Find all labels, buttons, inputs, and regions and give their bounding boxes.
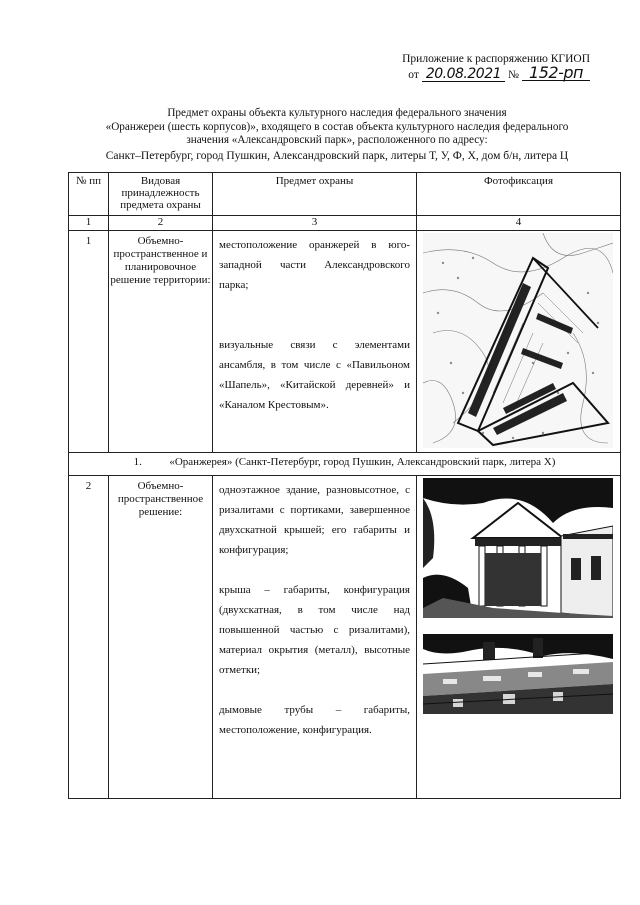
handwritten-number: 152-рп bbox=[522, 66, 590, 81]
title-line-3: значения «Александровский парк», расположенного по адресу: bbox=[186, 134, 488, 146]
protection-subject bbox=[213, 476, 417, 799]
protection-subject bbox=[213, 231, 417, 453]
section-title: «Оранжерея» (Санкт-Петербург, город Пушкин, Александровский парк, литера Х) bbox=[169, 456, 556, 468]
protection-kind: Объемно-пространственное решение: bbox=[109, 476, 213, 799]
title-line-2: «Оранжереи (шесть корпусов)», входящего в состав объекта культурного наследия федерального bbox=[105, 120, 569, 133]
subject-visual-links: визуальные связи с элементами ансамбля, в том числе с «Павильоном «Шапель», «Китайской деревней» и «Каналом Крестовым». bbox=[219, 339, 410, 411]
col-number-3: 3 bbox=[213, 216, 417, 231]
subject-roof: крыша – габариты, конфигурация (двухскатная, в том числе над повышенной частью с ризалитами), материал окрытия (металл), высотные отметки; bbox=[219, 584, 410, 676]
protection-table bbox=[68, 172, 621, 799]
building-facade-photo bbox=[423, 478, 613, 618]
col-number-2: 2 bbox=[109, 216, 213, 231]
subject-chimneys: дымовые трубы – габариты, местоположение, конфигурация. bbox=[219, 704, 410, 736]
title-line-1: Предмет охраны объекта культурного наследия федерального значения bbox=[167, 107, 507, 119]
subject-building: одноэтажное здание, разновысотное, с ризалитами с портиками, завершенное двухскатной крышей; его габариты и конфигурация; bbox=[219, 484, 410, 556]
row-number: 2 bbox=[69, 476, 109, 799]
header-kind: Видовая принадлежность предмета охраны bbox=[109, 173, 213, 216]
section-row bbox=[69, 453, 621, 476]
table-row bbox=[69, 476, 621, 799]
header-number: № пп bbox=[69, 173, 109, 216]
col-number-4: 4 bbox=[417, 216, 621, 231]
row-number: 1 bbox=[69, 231, 109, 453]
photo-cell bbox=[417, 231, 621, 453]
number-label: № bbox=[508, 69, 519, 81]
table-row bbox=[69, 231, 621, 453]
subject-location: местоположение оранжерей в юго-западной части Александровского парка; bbox=[219, 239, 410, 291]
table-header-row bbox=[69, 173, 621, 216]
protection-kind: Объемно-пространственное и планировочное решение территории: bbox=[109, 231, 213, 453]
document-title bbox=[40, 107, 634, 163]
title-line-4: Санкт–Петербург, город Пушкин, Александровский парк, литеры Т, У, Ф, Х, дом б/н, литера Ц bbox=[105, 149, 569, 162]
section-number: 1. bbox=[133, 456, 142, 468]
header-subject: Предмет охраны bbox=[213, 173, 417, 216]
header-photo: Фотофиксация bbox=[417, 173, 621, 216]
from-label: от bbox=[408, 69, 419, 81]
appendix-title: Приложение к распоряжению КГИОП bbox=[402, 53, 590, 65]
roof-aerial-photo bbox=[423, 634, 613, 714]
appendix-date-number bbox=[330, 63, 590, 82]
site-plan-map-image bbox=[423, 233, 613, 448]
section-heading bbox=[69, 453, 621, 476]
col-number-1: 1 bbox=[69, 216, 109, 231]
handwritten-date: 20.08.2021 bbox=[422, 67, 505, 82]
photo-cell bbox=[417, 476, 621, 799]
column-number-row bbox=[69, 216, 621, 231]
appendix-header bbox=[330, 52, 590, 82]
